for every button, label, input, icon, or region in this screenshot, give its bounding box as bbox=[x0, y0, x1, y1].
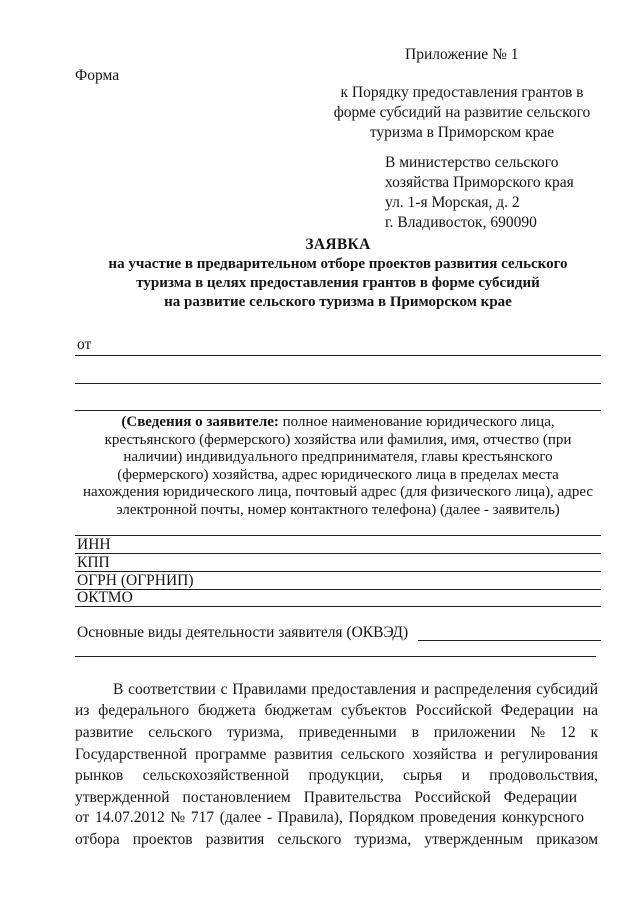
document-title: ЗАЯВКА bbox=[305, 236, 371, 253]
body-line: развитие сельского туризма, приведенными в приложении № 12 к bbox=[75, 724, 599, 741]
addressee-line: хозяйства Приморского края bbox=[385, 174, 574, 191]
ogrn-label: ОГРН (ОГРНИП) bbox=[77, 572, 194, 589]
applicant-info-line: электронной почты, номер контактного телефона) (далее - заявитель) bbox=[116, 501, 560, 518]
fill-line bbox=[75, 410, 601, 411]
applicant-info-line: нахождения юридического лица, почтовый адрес (для физического лица), адрес bbox=[82, 484, 594, 500]
ogrn-field bbox=[75, 573, 601, 590]
oktmo-field bbox=[75, 590, 601, 607]
subtitle-line: на развитие сельского туризма в Приморском крае bbox=[164, 294, 512, 310]
okved-fill-line bbox=[418, 640, 601, 641]
subtitle-line: туризма в целях предоставления грантов в форме субсидий bbox=[136, 275, 540, 291]
order-reference-line: к Порядку предоставления грантов в bbox=[340, 84, 584, 101]
addressee-line: г. Владивосток, 690090 bbox=[385, 214, 537, 231]
okved-label: Основные виды деятельности заявителя (ОКВЭД) bbox=[77, 624, 409, 641]
body-line: утвержденной постановлением Правительства Российской Федерации bbox=[75, 789, 578, 806]
order-reference-line: форме субсидий на развитие сельского bbox=[333, 104, 591, 121]
body-line: от 14.07.2012 № 717 (далее - Правила), Порядком проведения конкурсного bbox=[75, 809, 584, 826]
applicant-info-caption bbox=[75, 414, 601, 519]
applicant-info-lead: (Сведения о заявителе: bbox=[121, 414, 279, 430]
oktmo-label: ОКТМО bbox=[77, 589, 133, 606]
body-line: В соответствии с Правилами предоставления и распределения субсидий bbox=[113, 681, 599, 698]
applicant-info-line: (фермерского) хозяйства, адрес юридического лица в пределах места bbox=[117, 466, 559, 483]
from-label: от bbox=[77, 336, 92, 353]
addressee-line: В министерство сельского bbox=[385, 154, 559, 171]
applicant-info-line: крестьянского (фермерского) хозяйства или фамилия, имя, отчество (при bbox=[104, 431, 572, 448]
subtitle-line: на участие в предварительном отборе проектов развития сельского bbox=[108, 256, 568, 272]
addressee bbox=[385, 153, 574, 233]
addressee-line: ул. 1-я Морская, д. 2 bbox=[385, 194, 520, 211]
fill-line bbox=[75, 535, 601, 536]
fill-line bbox=[75, 383, 601, 384]
applicant-info-text: полное наименование юридического лица, bbox=[282, 414, 555, 430]
body-line: рынков сельскохозяйственной продукции, сырья и продовольствия, bbox=[75, 767, 599, 784]
fill-line bbox=[75, 656, 596, 657]
kpp-label: КПП bbox=[77, 554, 110, 571]
appendix-number: Приложение № 1 bbox=[405, 46, 519, 63]
body-line: Государственной программе развития сельского хозяйства и регулирования bbox=[75, 746, 598, 763]
form-label: Форма bbox=[75, 67, 120, 84]
inn-label: ИНН bbox=[77, 536, 111, 553]
applicant-info-line bbox=[75, 414, 601, 432]
kpp-field bbox=[75, 555, 601, 572]
document-subtitle bbox=[75, 255, 601, 312]
fill-line-from bbox=[75, 355, 601, 356]
inn-field bbox=[75, 537, 601, 554]
body-line: отбора проектов развития сельского туризма, утвержденным приказом bbox=[75, 831, 599, 848]
body-line: из федерального бюджета бюджетам субъектов Российской Федерации на bbox=[75, 702, 598, 719]
order-reference bbox=[312, 83, 612, 143]
order-reference-line: туризма в Приморском крае bbox=[369, 124, 555, 141]
applicant-info-line: наличии) индивидуального предпринимателя, главы крестьянского bbox=[123, 449, 553, 465]
